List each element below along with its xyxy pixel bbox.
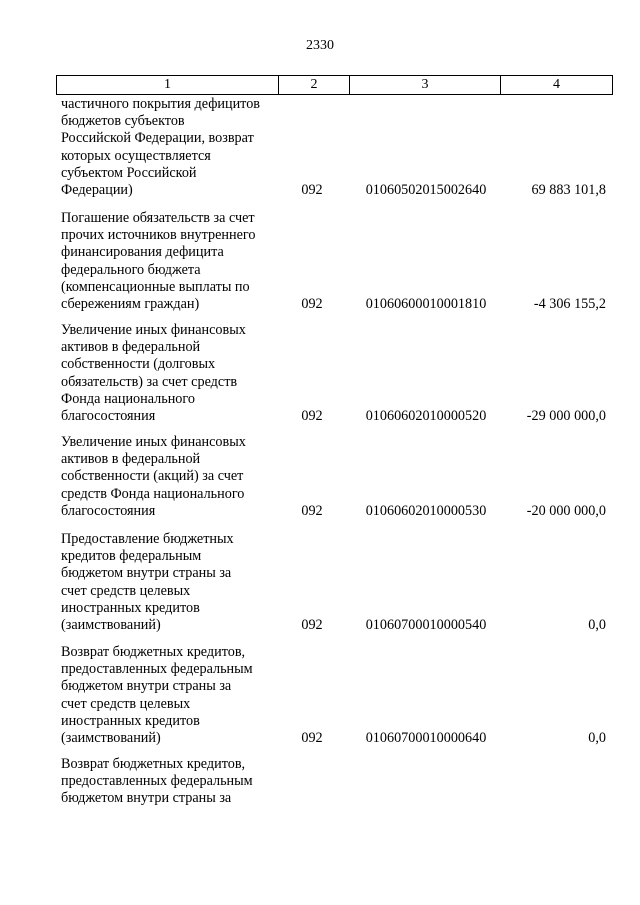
row-description <box>61 434 270 520</box>
row-description <box>61 322 270 425</box>
row-budget-code: 01060700010000540 <box>365 617 487 633</box>
description-line: Федерации) <box>61 182 133 199</box>
column-header-1: 1 <box>57 76 279 95</box>
description-line: субъектом Российской <box>61 164 197 181</box>
row-admin-code: 092 <box>301 296 323 312</box>
description-line: Предоставление бюджетных <box>61 531 234 547</box>
row-admin-code: 092 <box>301 182 323 198</box>
row-amount: -29 000 000,0 <box>526 408 606 424</box>
row-amount: 69 883 101,8 <box>531 182 606 198</box>
description-line: (заимствований) <box>61 730 161 747</box>
description-line: Увеличение иных финансовых <box>61 434 246 450</box>
row-amount: -4 306 155,2 <box>533 296 606 312</box>
description-line: бюджетом внутри страны за <box>61 678 232 695</box>
description-line: благосостояния <box>61 408 156 425</box>
page-number: 2330 <box>306 38 334 53</box>
description-line: собственности (долговых <box>61 356 216 373</box>
row-description <box>61 756 270 808</box>
row-description <box>61 531 270 634</box>
row-budget-code: 01060602010000520 <box>365 408 487 424</box>
row-admin-code: 092 <box>301 730 323 746</box>
row-admin-code: 092 <box>301 502 323 519</box>
column-header-table <box>56 75 613 95</box>
row-budget-code: 01060602010000530 <box>365 502 487 519</box>
description-line: счет средств целевых <box>61 582 191 599</box>
description-line: иностранных кредитов <box>61 712 200 729</box>
row-admin-code: 092 <box>301 408 323 424</box>
description-line: которых осуществляется <box>61 147 211 164</box>
column-header-3: 3 <box>350 76 501 95</box>
row-budget-code: 01060600010001810 <box>365 296 487 312</box>
description-line: федерального бюджета <box>61 261 201 278</box>
description-line: Возврат бюджетных кредитов, <box>61 756 246 772</box>
row-amount: 0,0 <box>588 730 606 746</box>
row-description <box>61 96 270 199</box>
row-amount: 0,0 <box>588 617 606 633</box>
row-budget-code: 01060700010000640 <box>365 730 487 746</box>
description-line: средств Фонда национального <box>61 485 245 502</box>
row-description <box>61 644 270 747</box>
column-header-4: 4 <box>501 76 613 95</box>
description-line: Фонда национального <box>61 390 195 407</box>
row-budget-code: 01060502015002640 <box>365 182 487 198</box>
description-line: Российской Федерации, возврат <box>61 130 254 147</box>
description-line: активов в федеральной <box>61 451 201 468</box>
row-admin-code: 092 <box>301 617 323 633</box>
description-line: Увеличение иных финансовых <box>61 322 246 338</box>
row-amount: -20 000 000,0 <box>526 502 606 519</box>
description-line: финансирования дефицита <box>61 244 224 261</box>
description-line: (компенсационные выплаты по <box>61 278 250 295</box>
description-line: Погашение обязательств за счет <box>61 210 255 226</box>
description-line: обязательств) за счет средств <box>61 373 238 390</box>
description-line: активов в федеральной <box>61 339 201 356</box>
description-line: бюджетом внутри страны за <box>61 790 232 807</box>
description-line: счет средств целевых <box>61 695 191 712</box>
description-line: кредитов федеральным <box>61 548 202 565</box>
row-description <box>61 210 270 313</box>
column-header-2: 2 <box>279 76 350 95</box>
column-header-row <box>57 76 613 95</box>
description-line: частичного покрытия дефицитов <box>61 96 260 112</box>
description-line: (заимствований) <box>61 617 161 634</box>
description-line: прочих источников внутреннего <box>61 227 256 244</box>
description-line: иностранных кредитов <box>61 599 200 616</box>
description-line: благосостояния <box>61 502 156 519</box>
description-line: бюджетом внутри страны за <box>61 565 232 582</box>
description-line: Возврат бюджетных кредитов, <box>61 644 246 660</box>
description-line: сбережениям граждан) <box>61 296 200 313</box>
description-line: предоставленных федеральным <box>61 661 253 678</box>
description-line: собственности (акций) за счет <box>61 468 244 485</box>
description-line: предоставленных федеральным <box>61 773 253 790</box>
description-line: бюджетов субъектов <box>61 113 185 130</box>
